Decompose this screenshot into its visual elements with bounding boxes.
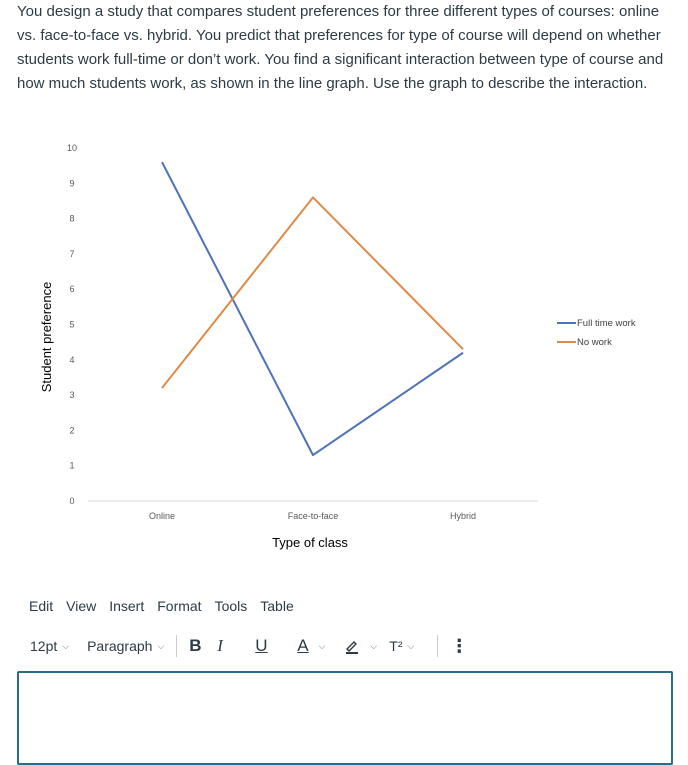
y-axis-label: Student preference: [39, 281, 54, 393]
font-size-select[interactable]: [30, 638, 69, 654]
chevron-down-icon: ⌵: [407, 640, 415, 651]
toolbar-divider: [437, 635, 438, 657]
menu-insert[interactable]: Insert: [109, 598, 145, 614]
y-tick-label: 8: [69, 213, 75, 224]
superscript-label: T²: [389, 638, 403, 654]
italic-button[interactable]: I: [217, 636, 223, 655]
x-axis-label: Type of class: [272, 535, 348, 550]
x-tick-label: Face-to-face: [287, 511, 339, 521]
y-tick-label: 3: [69, 390, 75, 401]
y-tick-label: 7: [69, 248, 75, 259]
editor-toolbar: [30, 634, 468, 658]
series-line-full-time-work: [162, 162, 463, 455]
font-size-value: 12pt: [30, 638, 58, 654]
y-tick-label: 10: [66, 143, 78, 153]
text-color-label: A: [297, 636, 309, 655]
y-tick-label: 0: [69, 496, 75, 506]
x-tick-label: Online: [148, 511, 176, 521]
legend-label: Full time work: [577, 318, 636, 329]
y-axis-ticks: [67, 143, 77, 506]
series-line-no-work: [162, 197, 463, 388]
answer-editor[interactable]: [17, 671, 673, 765]
y-tick-label: 6: [69, 284, 75, 295]
x-tick-label: Hybrid: [449, 511, 477, 521]
underline-button[interactable]: U: [255, 636, 268, 655]
chevron-down-icon: ⌵: [318, 640, 326, 651]
menu-edit[interactable]: Edit: [29, 598, 54, 614]
y-tick-label: 1: [69, 460, 75, 471]
text-color-button[interactable]: [289, 636, 339, 656]
x-axis-ticks: [149, 511, 476, 521]
series-lines: [162, 162, 463, 455]
block-format-select[interactable]: [87, 638, 164, 654]
chevron-down-icon: ⌵: [62, 640, 70, 651]
menu-view[interactable]: View: [66, 598, 97, 614]
question-text: You design a study that compares student preferences for three different types of courses: online vs. face-to-face vs. hybrid. You predict that preferences for type of course will depend on whether students work full-time or don’t work. You find a significant interaction between type of course and how much students work, as shown in the line graph. Use the graph to describe the interaction.: [17, 3, 664, 92]
y-tick-label: 4: [69, 354, 75, 365]
y-tick-label: 2: [69, 425, 75, 436]
more-options-button[interactable]: ⋮: [450, 635, 469, 656]
menu-tools[interactable]: Tools: [214, 598, 248, 614]
menu-format[interactable]: Format: [157, 598, 202, 614]
highlighter-icon: [344, 638, 360, 654]
line-chart: [0, 130, 688, 560]
menu-table[interactable]: Table: [260, 598, 294, 614]
highlight-color-button[interactable]: [339, 638, 389, 654]
toolbar-divider: [176, 635, 177, 657]
bold-button[interactable]: B: [189, 636, 202, 655]
chart-legend: [557, 318, 636, 348]
y-tick-label: 9: [69, 178, 75, 189]
superscript-button[interactable]: [389, 638, 437, 654]
chevron-down-icon: ⌵: [370, 640, 378, 651]
block-format-value: Paragraph: [87, 638, 153, 654]
chevron-down-icon: ⌵: [157, 640, 165, 651]
editor-menubar: [29, 598, 307, 614]
legend-label: No work: [577, 337, 612, 348]
y-tick-label: 5: [69, 319, 75, 330]
